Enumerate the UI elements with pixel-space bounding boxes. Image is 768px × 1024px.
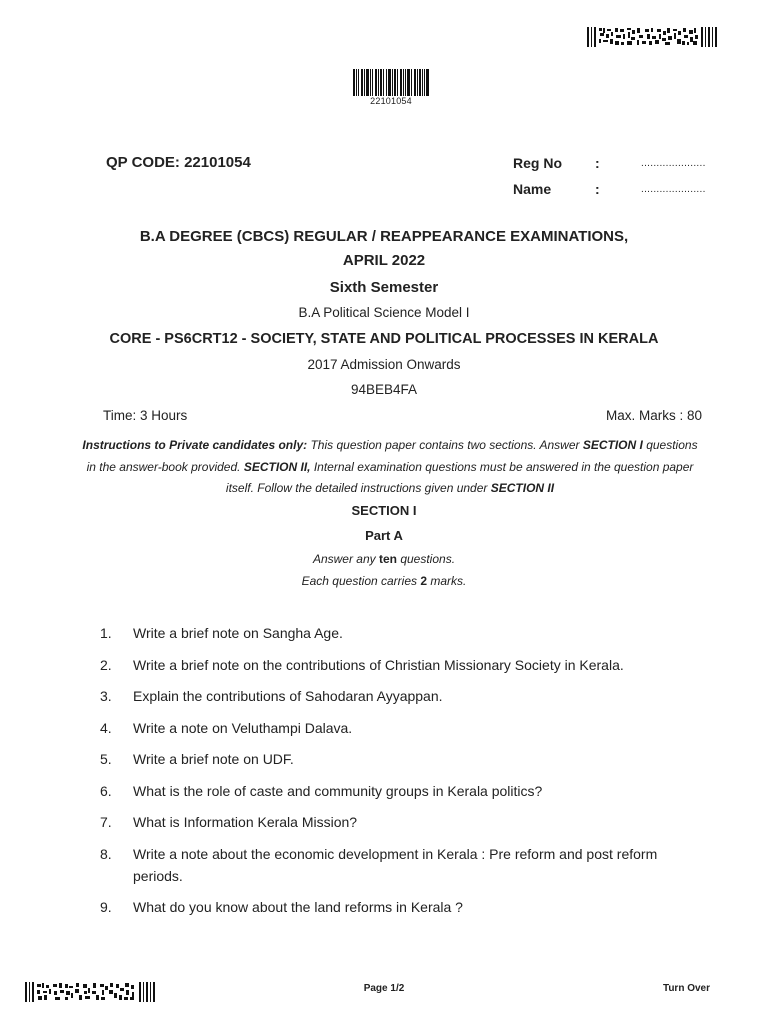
turn-over-label: Turn Over <box>662 983 710 994</box>
question-number: 2. <box>100 656 112 673</box>
name-colon: : <box>595 181 600 197</box>
paper-code: 94BEB4FA <box>350 382 418 397</box>
instructions-lead: Instructions to Private candidates only: <box>82 438 308 452</box>
reg-no-label: Reg No <box>513 155 562 171</box>
question-text: What do you know about the land reforms in Kerala ? <box>133 899 463 915</box>
instructions-text-3: Internal examination questions must be answered in the question paper itself. Follow the detailed instructions given under <box>225 459 694 495</box>
top-right-barcode-graphic <box>587 27 718 47</box>
marks-instruction <box>0 574 768 588</box>
question-number: 3. <box>100 688 112 704</box>
reg-no-row <box>513 155 706 171</box>
center-barcode-bars <box>353 69 429 96</box>
question-item <box>100 780 700 802</box>
question-item <box>100 748 700 770</box>
instructions-section-ii: SECTION II, <box>243 459 311 474</box>
question-item <box>100 811 700 833</box>
marks-instruction-post: marks. <box>427 574 467 588</box>
exam-title-line2: APRIL 2022 <box>342 252 426 269</box>
question-list <box>100 622 700 928</box>
answer-instruction-pre: Answer any <box>312 552 379 566</box>
course-title: CORE - PS6CRT12 - SOCIETY, STATE AND POLITICAL PROCESSES IN KERALA <box>109 331 659 347</box>
answer-instruction-post: questions. <box>396 552 456 566</box>
name-label: Name <box>513 181 552 197</box>
section-title: SECTION I <box>351 503 417 518</box>
barcode-number: 22101054 <box>370 96 412 106</box>
instructions-section-ii-end: SECTION II <box>490 481 555 495</box>
question-text: Write a brief note on the contributions of Christian Missionary Society in Kerala. <box>133 656 624 673</box>
part-title: Part A <box>365 528 403 543</box>
question-text: What is Information Kerala Mission? <box>133 814 358 830</box>
instructions <box>80 435 700 500</box>
question-item <box>100 685 700 707</box>
question-item <box>100 654 700 676</box>
instructions-text-2: questions in the answer-book provided. <box>86 438 698 474</box>
answer-instruction <box>0 552 768 566</box>
question-number: 6. <box>100 782 112 799</box>
question-item <box>100 896 700 918</box>
reg-no-colon: : <box>595 155 600 171</box>
semester: Sixth Semester <box>329 279 439 296</box>
admission-scheme: 2017 Admission Onwards <box>307 357 461 372</box>
question-text: Explain the contributions of Sahodaran Ayyappan. <box>133 688 443 704</box>
qp-code: QP CODE: 22101054 <box>106 154 251 171</box>
reg-no-field: ..................... <box>641 158 706 169</box>
question-text: Write a brief note on Sangha Age. <box>133 625 343 641</box>
name-row <box>513 181 706 197</box>
page-number: Page 1/2 <box>363 983 405 994</box>
question-item <box>100 717 700 739</box>
marks-instruction-value: 2 <box>420 574 428 588</box>
question-number: 5. <box>100 751 112 767</box>
question-text: Write a brief note on UDF. <box>133 751 294 767</box>
name-field: ..................... <box>641 184 706 195</box>
programme: B.A Political Science Model I <box>298 305 470 320</box>
instructions-section-i: SECTION I <box>582 438 643 452</box>
question-text: Write a note on Veluthampi Dalava. <box>133 719 353 736</box>
top-right-barcode <box>587 27 718 47</box>
question-text: What is the role of caste and community groups in Kerala politics? <box>133 782 543 799</box>
question-number: 4. <box>100 719 112 736</box>
center-barcode <box>353 69 429 106</box>
question-number: 8. <box>100 845 112 862</box>
question-item <box>100 843 700 887</box>
max-marks: Max. Marks : 80 <box>605 408 702 423</box>
instructions-text-1: This question paper contains two sections. Answer <box>307 438 583 452</box>
question-number: 1. <box>100 625 112 641</box>
question-number: 9. <box>100 899 112 915</box>
question-number: 7. <box>100 814 112 830</box>
question-item <box>100 622 700 644</box>
question-text: Write a note about the economic development in Kerala : Pre reform and post reform periods. <box>133 845 658 884</box>
exam-title-line1: B.A DEGREE (CBCS) REGULAR / REAPPEARANCE EXAMINATIONS, <box>139 228 629 245</box>
exam-duration: Time: 3 Hours <box>103 408 188 423</box>
center-barcode-graphic <box>353 69 429 96</box>
answer-instruction-count: ten <box>378 552 397 566</box>
marks-instruction-pre: Each question carries <box>301 574 421 588</box>
